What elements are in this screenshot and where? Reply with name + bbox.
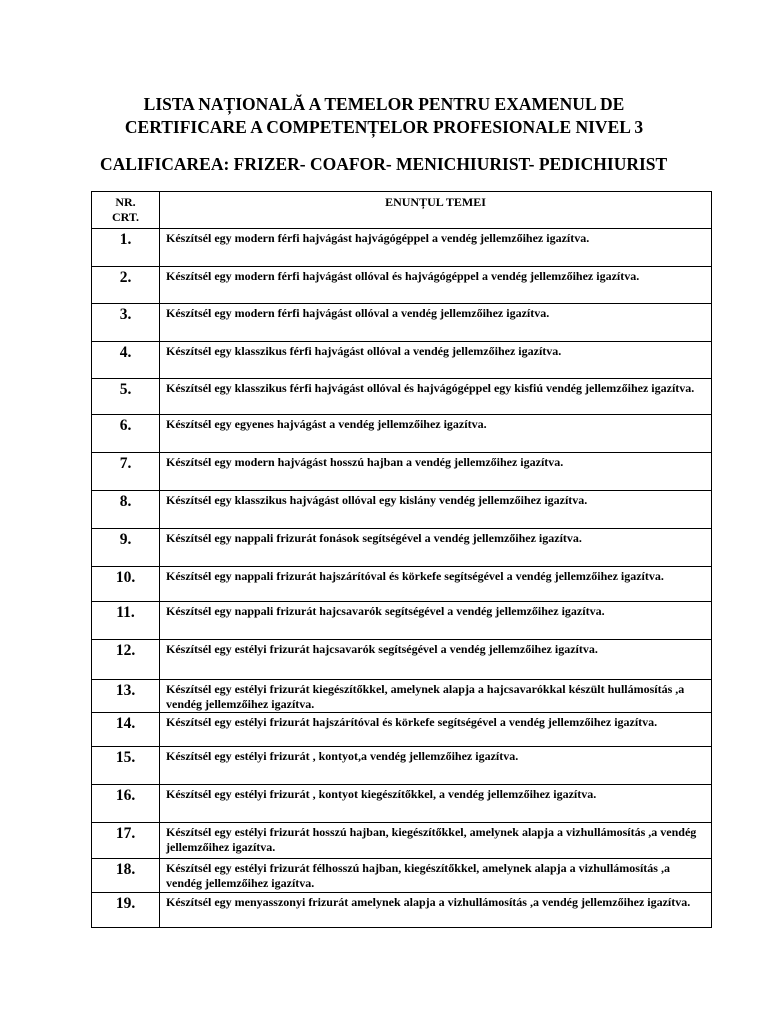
- table-row: [92, 680, 712, 713]
- row-number: 5.: [92, 379, 160, 415]
- row-topic-text: Készítsél egy nappali frizurát hajcsavarók segítségével a vendég jellemzőihez igazítva.: [160, 602, 712, 640]
- row-number: 9.: [92, 529, 160, 567]
- row-topic-text: Készítsél egy estélyi frizurát kiegészítőkkel, amelynek alapja a hajcsavarókkal készült hullámosítás ,a vendég jellemzőihez igazítva.: [160, 680, 712, 713]
- row-number: 3.: [92, 304, 160, 342]
- row-number: 13.: [92, 680, 160, 713]
- topics-table: [91, 191, 712, 928]
- table-row: [92, 304, 712, 342]
- table-row: [92, 491, 712, 529]
- row-number: 2.: [92, 267, 160, 304]
- row-topic-text: Készítsél egy egyenes hajvágást a vendég jellemzőihez igazítva.: [160, 415, 712, 453]
- row-number: 14.: [92, 713, 160, 747]
- row-topic-text: Készítsél egy modern férfi hajvágást ollóval a vendég jellemzőihez igazítva.: [160, 304, 712, 342]
- row-topic-text: Készítsél egy estélyi frizurát hajcsavarók segítségével a vendég jellemzőihez igazítva.: [160, 640, 712, 680]
- table-row: [92, 823, 712, 859]
- row-topic-text: Készítsél egy estélyi frizurát , kontyot,a vendég jellemzőihez igazítva.: [160, 747, 712, 785]
- table-row: [92, 453, 712, 491]
- row-topic-text: Készítsél egy nappali frizurát fonások segítségével a vendég jellemzőihez igazítva.: [160, 529, 712, 567]
- row-number: 18.: [92, 859, 160, 893]
- row-topic-text: Készítsél egy menyasszonyi frizurát amelynek alapja a vizhullámosítás ,a vendég jellemzőihez igazítva.: [160, 893, 712, 928]
- qualification-heading: CALIFICAREA: FRIZER- COAFOR- MENICHIURIST- PEDICHIURIST: [100, 154, 668, 174]
- row-topic-text: Készítsél egy modern férfi hajvágást ollóval és hajvágógéppel a vendég jellemzőihez igazítva.: [160, 267, 712, 304]
- row-topic-text: Készítsél egy estélyi frizurát , kontyot kiegészítőkkel, a vendég jellemzőihez igazítva.: [160, 785, 712, 823]
- row-topic-text: Készítsél egy modern hajvágást hosszú hajban a vendég jellemzőihez igazítva.: [160, 453, 712, 491]
- row-topic-text: Készítsél egy klasszikus férfi hajvágást ollóval és hajvágógéppel egy kisfiú vendég jellemzőihez igazítva.: [160, 379, 712, 415]
- table-row: [92, 747, 712, 785]
- table-row: [92, 567, 712, 602]
- row-number: 12.: [92, 640, 160, 680]
- header-nr-crt: [92, 192, 160, 229]
- title-line-2: CERTIFICARE A COMPETENȚELOR PROFESIONALE NIVEL 3: [124, 117, 644, 137]
- table-row: [92, 267, 712, 304]
- document-title: [0, 93, 768, 139]
- row-topic-text: Készítsél egy klasszikus férfi hajvágást ollóval a vendég jellemzőihez igazítva.: [160, 342, 712, 379]
- table-header-row: [92, 192, 712, 229]
- table-body: [92, 229, 712, 928]
- table-row: [92, 229, 712, 267]
- table-row: [92, 785, 712, 823]
- table-row: [92, 713, 712, 747]
- row-number: 6.: [92, 415, 160, 453]
- title-line-1: LISTA NAȚIONALĂ A TEMELOR PENTRU EXAMENUL DE: [143, 94, 625, 114]
- header-topic-statement: ENUNȚUL TEMEI: [160, 192, 712, 229]
- table-row: [92, 893, 712, 928]
- row-number: 4.: [92, 342, 160, 379]
- header-nr-line-1: NR.: [115, 195, 136, 209]
- row-topic-text: Készítsél egy estélyi frizurát hosszú hajban, kiegészítőkkel, amelynek alapja a vizhullámosítás ,a vendég jellemzőihez igazítva.: [160, 823, 712, 859]
- row-number: 1.: [92, 229, 160, 267]
- table-row: [92, 640, 712, 680]
- row-topic-text: Készítsél egy estélyi frizurát félhosszú hajban, kiegészítőkkel, amelynek alapja a vizhullámosítás ,a vendég jellemzőihez igazítva.: [160, 859, 712, 893]
- row-number: 15.: [92, 747, 160, 785]
- row-topic-text: Készítsél egy estélyi frizurát hajszárítóval és körkefe segítségével a vendég jellemzőihez igazítva.: [160, 713, 712, 747]
- row-number: 17.: [92, 823, 160, 859]
- row-number: 16.: [92, 785, 160, 823]
- table-row: [92, 379, 712, 415]
- table-row: [92, 859, 712, 893]
- table-row: [92, 415, 712, 453]
- row-number: 10.: [92, 567, 160, 602]
- table-row: [92, 529, 712, 567]
- row-topic-text: Készítsél egy modern férfi hajvágást hajvágógéppel a vendég jellemzőihez igazítva.: [160, 229, 712, 267]
- header-nr-line-2: CRT.: [111, 210, 140, 224]
- row-topic-text: Készítsél egy nappali frizurát hajszárítóval és körkefe segítségével a vendég jellemzőihez igazítva.: [160, 567, 712, 602]
- row-number: 8.: [92, 491, 160, 529]
- table-row: [92, 602, 712, 640]
- row-number: 7.: [92, 453, 160, 491]
- row-number: 19.: [92, 893, 160, 928]
- row-topic-text: Készítsél egy klasszikus hajvágást ollóval egy kislány vendég jellemzőihez igazítva.: [160, 491, 712, 529]
- table-row: [92, 342, 712, 379]
- row-number: 11.: [92, 602, 160, 640]
